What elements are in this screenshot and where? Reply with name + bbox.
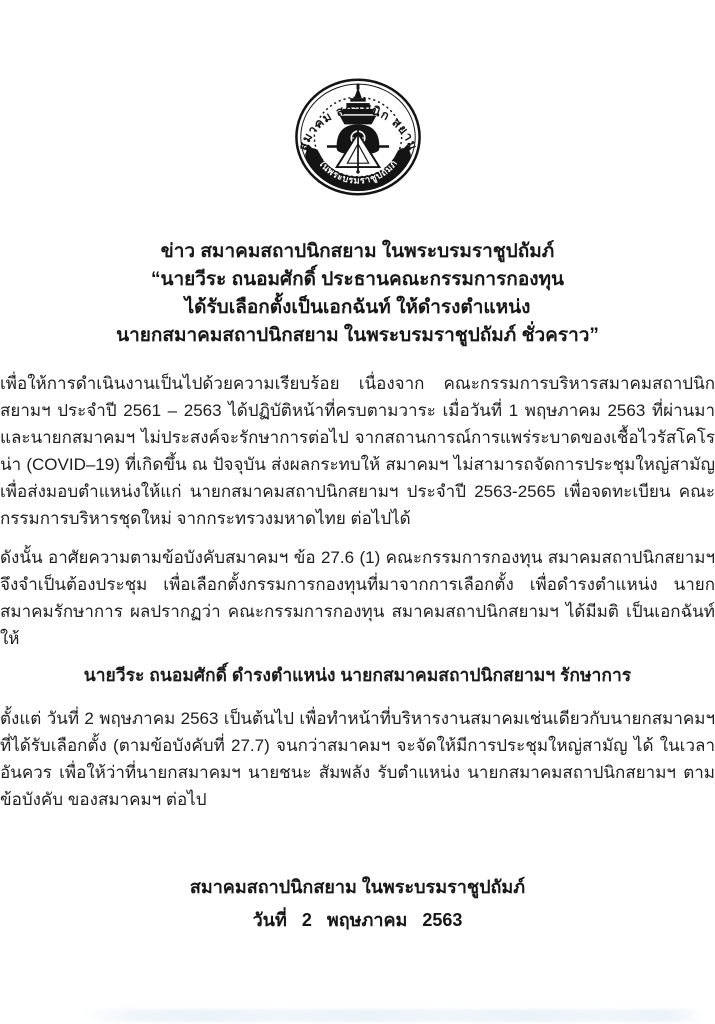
emblem-bottom-text: ในพระบรมราชูปถัมภ์	[316, 158, 399, 186]
footer-block	[0, 871, 715, 937]
body-paragraph-1: เพื่อให้การดำเนินงานเป็นไปด้วยความเรียบร้อย เนื่องจาก คณะกรรมการบริหารสมาคมสถาปนิกสยามฯ ประจำปี 2561 – 2563 ได้ปฏิบัติหน้าที่ครบตามวาระ เมื่อวันที่ 1 พฤษภาคม 2563 ที่ผ่านมา และนายกสมาคมฯ ไม่ประสงค์จะรักษาการต่อไป จากสถานการณ์การแพร่ระบาดของเชื้อไวรัสโคโรน่า (COVID–19) ที่เกิดขึ้น ณ ปัจจุบัน ส่งผลกระทบให้ สมาคมฯ ไม่สามารถจัดการประชุมใหญ่สามัญ เพื่อส่งมอบตำแหน่งให้แก่ นายกสมาคมสถาปนิกสยามฯ ประจำปี 2563-2565 เพื่อจดทะเบียน คณะกรรมการบริหารชุดใหม่ จากกระทรวงมหาดไทย ต่อไปได้	[0, 374, 715, 528]
headline-block	[0, 238, 715, 350]
footer-date: วันที่ 2 พฤษภาคม 2563	[252, 910, 463, 930]
body-paragraph-3: ตั้งแต่ วันที่ 2 พฤษภาคม 2563 เป็นต้นไป เพื่อทำหน้าที่บริหารงานสมาคมเช่นเดียวกับนายกสมาคมฯ ที่ได้รับเลือกตั้ง (ตามข้อบังคับที่ 27.7) จนกว่าสมาคมฯ จะจัดให้มีการประชุมใหญ่สามัญ ได้ ในเวลาอันควร เพื่อให้ว่าที่นายกสมาคมฯ นายชนะ สัมพลัง รับตำแหน่ง นายกสมาคมสถาปนิกสยามฯ ตามข้อบังคับ ของสมาคมฯ ต่อไป	[0, 709, 715, 809]
bottom-decorative-strip	[80, 1009, 705, 1022]
headline-line-1: ข่าว สมาคมสถาปนิกสยาม ในพระบรมราชูปถัมภ์	[160, 241, 555, 262]
headline-line-4: นายกสมาคมสถาปนิกสยาม ในพระบรมราชูปถัมภ์ ชั่วคราว”	[116, 325, 599, 346]
footer-organization: สมาคมสถาปนิกสยาม ในพระบรมราชูปถัมภ์	[189, 877, 526, 897]
asa-emblem-logo	[294, 76, 422, 198]
emblem-top-text: สมาคม สถาปนิก สยาม	[295, 101, 420, 153]
body-paragraph-2: ดังนั้น อาศัยความตามข้อบังคับสมาคมฯ ข้อ 27.6 (1) คณะกรรมการกองทุน สมาคมสถาปนิกสยามฯ จึงจำเป็นต้องประชุม เพื่อเลือกตั้งกรรมการกองทุนที่มาจากการเลือกตั้ง เพื่อดำรงตำแหน่ง นายกสมาคมรักษาการ ผลปรากฏว่า คณะกรรมการกองทุน สมาคมสถาปนิกสยามฯ ได้มีมติ เป็นเอกฉันท์ให้	[0, 548, 715, 648]
asa-emblem-icon	[294, 76, 422, 198]
resolution-statement: นายวีระ ถนอมศักดิ์ ดำรงตำแหน่ง นายกสมาคมสถาปนิกสยามฯ รักษาการ	[83, 665, 632, 685]
headline-line-2: “นายวีระ ถนอมศักดิ์ ประธานคณะกรรมการกองทุน	[150, 269, 565, 290]
headline-line-3: ได้รับเลือกตั้งเป็นเอกฉันท์ ให้ดำรงตำแหน่ง	[184, 297, 531, 318]
